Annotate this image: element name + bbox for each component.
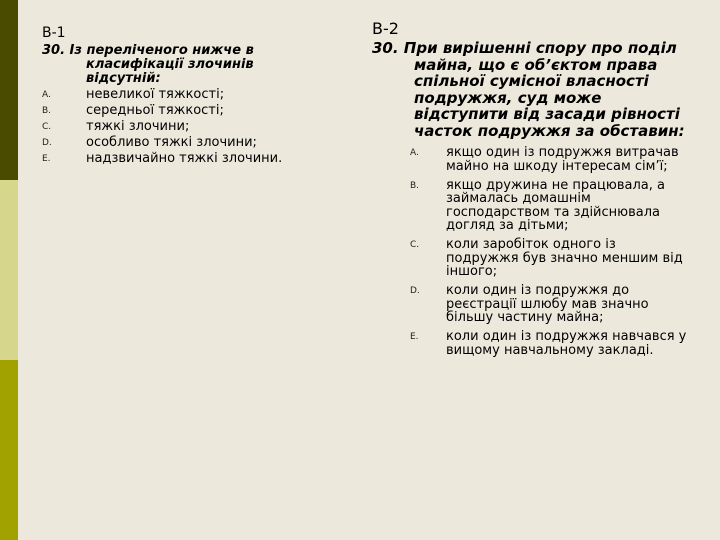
question-text: 30. При вирішенні спору про поділ майна, що є об’єктом права спільної сумісної власності подружжя, суд може відступити від засади рівності часток подружжя за обставин: bbox=[372, 39, 685, 140]
option-item bbox=[42, 135, 312, 151]
option-item bbox=[42, 87, 312, 103]
accent-strip-middle bbox=[0, 180, 18, 360]
question-text: 30. Із переліченого нижче в класифікації злочинів відсутній: bbox=[42, 43, 254, 86]
variant-label: В-1 bbox=[42, 25, 66, 41]
option-text: якщо дружина не працювала, а займалась домашнім господарством та здійснювала догляд за дітьми; bbox=[446, 177, 665, 233]
option-item bbox=[42, 151, 312, 167]
option-letter: A. bbox=[42, 90, 51, 100]
option-item bbox=[410, 284, 692, 325]
right-column bbox=[372, 20, 692, 363]
option-letter: E. bbox=[42, 154, 51, 164]
option-text: тяжкі злочини; bbox=[86, 119, 190, 134]
option-text: середньої тяжкості; bbox=[86, 103, 224, 118]
option-item bbox=[410, 179, 692, 233]
option-text: невеликої тяжкості; bbox=[86, 87, 225, 102]
option-letter: D. bbox=[42, 138, 52, 148]
option-text: коли один із подружжя до реєстрації шлюбу мав значно більшу частину майна; bbox=[446, 283, 649, 325]
option-letter: C. bbox=[42, 122, 52, 132]
option-item bbox=[410, 146, 692, 173]
option-item bbox=[42, 103, 312, 119]
option-text: коли один із подружжя навчався у вищому навчальному закладі. bbox=[446, 329, 687, 358]
variant-label: В-2 bbox=[372, 19, 399, 38]
option-text: особливо тяжкі злочини; bbox=[86, 135, 257, 150]
option-letter: E. bbox=[410, 332, 419, 342]
option-letter: D. bbox=[410, 286, 420, 296]
option-item bbox=[410, 238, 692, 279]
left-column bbox=[42, 25, 312, 167]
option-letter: B. bbox=[410, 180, 420, 191]
option-item bbox=[410, 330, 692, 357]
option-letter: B. bbox=[42, 106, 52, 116]
accent-strip-top bbox=[0, 0, 18, 180]
option-text: надзвичайно тяжкі злочини. bbox=[86, 151, 283, 166]
option-letter: C. bbox=[410, 240, 420, 250]
option-letter: A. bbox=[410, 148, 419, 158]
options-list bbox=[42, 87, 312, 167]
option-item bbox=[42, 119, 312, 135]
option-text: якщо один із подружжя витрачав майно на шкоду інтересам сім’ї; bbox=[446, 145, 679, 174]
option-text: коли заробіток одного із подружжя був значно меншим від іншого; bbox=[446, 237, 683, 279]
options-list bbox=[372, 146, 692, 357]
accent-strip-bottom bbox=[0, 360, 18, 540]
